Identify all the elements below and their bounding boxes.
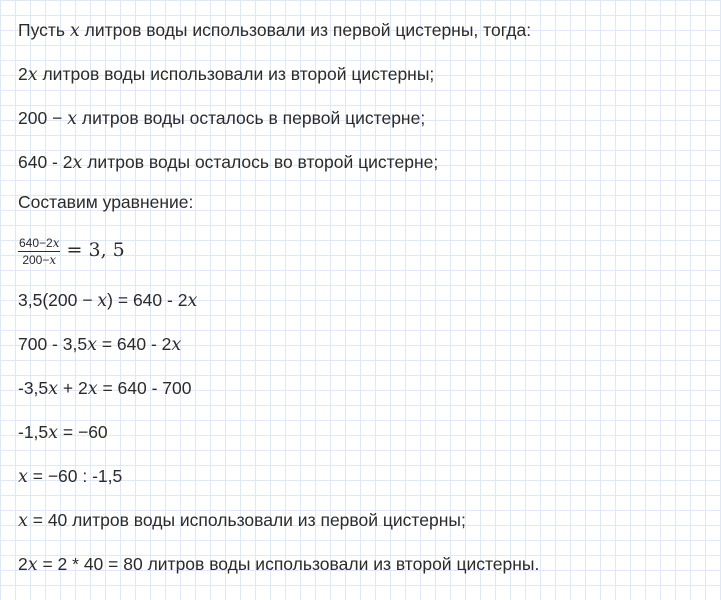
fraction-denominator — [18, 252, 60, 267]
text-span: = 640 - 2 — [96, 334, 172, 354]
solution-line-4 — [18, 148, 438, 177]
text-span: = 640 - 700 — [97, 378, 192, 398]
text-span: = −60 : -1,5 — [27, 466, 123, 486]
solution-line-8 — [18, 330, 181, 359]
text-span: -3,5 — [18, 378, 49, 398]
text-span: литров воды использовали из первой цистерны; — [67, 510, 466, 530]
variable-x: x — [48, 423, 59, 443]
variable-x: x — [171, 335, 182, 355]
variable-x: x — [18, 467, 28, 487]
text-span: = 40 — [27, 510, 68, 530]
solution-line-13 — [18, 550, 539, 579]
fraction — [18, 236, 60, 267]
variable-x: x — [27, 65, 38, 85]
text-span: = 2 * 40 = 80 — [37, 554, 143, 574]
number-span: 2 — [18, 64, 28, 84]
variable-x: x — [69, 21, 80, 41]
variable-x: x — [49, 253, 57, 267]
text-span: литров воды использовали из второй цистерны; — [37, 64, 435, 84]
solution-line-11 — [18, 462, 122, 491]
fraction-numerator — [18, 236, 60, 252]
text-span: 3,5(200 − — [18, 290, 98, 310]
variable-x: x — [48, 379, 59, 399]
variable-x: x — [187, 291, 198, 311]
text-span: = −60 — [58, 422, 108, 442]
text-span: литров воды осталось во второй цистерне; — [82, 152, 439, 172]
solution-line-7 — [18, 286, 197, 315]
variable-x: x — [27, 555, 38, 575]
variable-x: x — [52, 236, 60, 250]
numerator-text: 640−2 — [19, 236, 53, 250]
equation-fraction-line — [18, 236, 125, 267]
variable-x: x — [67, 109, 78, 129]
solution-line-12 — [18, 506, 466, 535]
text-span: Пусть — [18, 20, 70, 40]
solution-line-1 — [18, 16, 531, 45]
solution-line-5 — [18, 188, 193, 216]
variable-x: x — [72, 153, 83, 173]
denominator-text: 200− — [22, 253, 50, 267]
solution-line-9 — [18, 374, 192, 403]
text-span: -1,5 — [18, 422, 49, 442]
variable-x: x — [97, 291, 108, 311]
variable-x: x — [87, 379, 98, 399]
solution-line-2 — [18, 60, 434, 89]
text-span: ) = 640 - 2 — [107, 290, 188, 310]
variable-x: x — [87, 335, 97, 355]
text-span: литров воды использовали из первой цистерны, тогда: — [79, 20, 532, 40]
text-span: + 2 — [58, 378, 88, 398]
solution-line-10 — [18, 418, 108, 447]
equation-rhs: = 3, 5 — [60, 239, 125, 262]
text-span: литров воды использовали из второй цистерны. — [142, 554, 540, 574]
text-span: литров воды осталось в первой цистерне; — [77, 108, 426, 128]
text-span: Составим уравнение: — [18, 192, 194, 212]
variable-x: x — [18, 511, 28, 531]
number-span: 200 − — [18, 108, 68, 128]
solution-line-3 — [18, 104, 425, 133]
number-span: 640 - 2 — [18, 152, 73, 172]
text-span: 2 — [18, 554, 28, 574]
text-span: 700 - 3,5 — [18, 334, 88, 354]
